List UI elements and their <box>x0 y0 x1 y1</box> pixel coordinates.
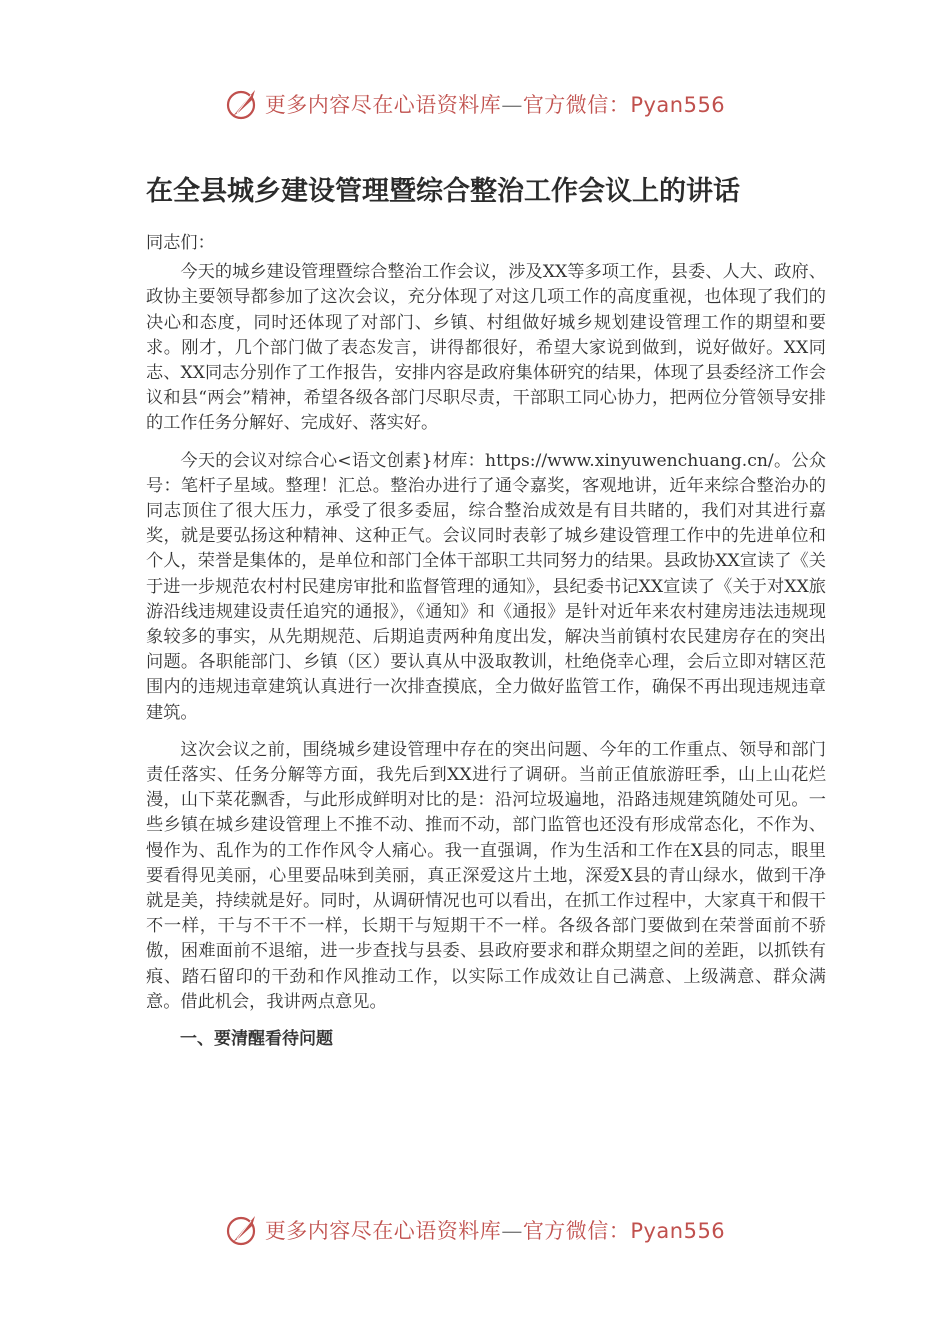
document-title: 在全县城乡建设管理暨综合整治工作会议上的讲话 <box>146 176 740 207</box>
document-body <box>146 231 826 1052</box>
banner-text <box>265 89 725 119</box>
banner-separator: — <box>501 93 523 117</box>
quill-pen-circle-icon <box>225 1212 261 1248</box>
paragraph-3: 这次会议之前，围绕城乡建设管理中存在的突出问题、今年的工作重点、领导和部门责任落实、任务分解等方面，我先后到XX进行了调研。当前正值旅游旺季，山上山花烂漫，山下菜花飘香，与此形成鲜明对比的是：沿河垃圾遍地，沿路违规建筑随处可见。一些乡镇在城乡建设管理上不推不动、推而不动，部门监管也还没有形成常态化，不作为、慢作为、乱作为的工作作风令人痛心。我一直强调，作为生活和工作在X县的同志，眼里要看得见美丽，心里要品味到美丽，真正深爱这片土地，深爱X县的青山绿水，做到干净就是美，持续就是好。同时，从调研情况也可以看出，在抓工作过程中，大家真干和假干不一样，干与不干不一样，长期干与短期干不一样。各级各部门要做到在荣誉面前不骄傲，困难面前不退缩，进一步查找与县委、县政府要求和群众期望之间的差距，以抓铁有痕、踏石留印的干劲和作风推动工作，以实际工作成效让自己满意、上级满意、群众满意。借此机会，我讲两点意见。 <box>146 739 826 1012</box>
paragraph-2: 今天的会议对综合心<语文创素}材库：https://www.xinyuwenchuang.cn/。公众号：笔杆子星域。整理！汇总。整治办进行了通令嘉奖，客观地讲，近年来综合整治办的同志顶住了很大压力，承受了很多委屈，综合整治成效是有目共睹的，我们对其进行嘉奖，就是要弘扬这种精神、这种正气。会议同时表彰了城乡建设管理工作中的先进单位和个人，荣誉是集体的，是单位和部门全体干部职工共同努力的结果。县政协XX宣读了《关于进一步规范农村村民建房审批和监督管理的通知》，县纪委书记XX宣读了《关于对XX旅游沿线违规建设责任追究的通报》，《通知》和《通报》是针对近年来农村建房违法违规现象较多的事实，从先期规范、后期追责两种角度出发，解决当前镇村农民建房存在的突出问题。各职能部门、乡镇（区）要认真从中汲取教训，杜绝侥幸心理，会后立即对辖区范围内的违规违章建筑认真进行一次排查摸底，全力做好监管工作，确保不再出现违规违章建筑。 <box>146 450 826 723</box>
banner-account-label: 官方微信： <box>522 93 631 117</box>
banner-main-text: 更多内容尽在心语资料库 <box>264 1219 502 1243</box>
section-heading: 一、要清醒看待问题 <box>180 1029 333 1050</box>
banner-account-id: Pyan556 <box>630 93 726 117</box>
quill-pen-circle-icon <box>225 86 261 122</box>
header-banner <box>0 84 950 124</box>
salutation: 同志们： <box>146 233 215 253</box>
footer-banner <box>0 1210 950 1250</box>
banner-separator: — <box>501 1219 523 1243</box>
banner-account-id: Pyan556 <box>630 1219 726 1243</box>
paragraph-1: 今天的城乡建设管理暨综合整治工作会议，涉及XX等多项工作，县委、人大、政府、政协主要领导都参加了这次会议，充分体现了对这几项工作的高度重视，也体现了我们的决心和态度，同时还体现了对部门、乡镇、村组做好城乡规划建设管理工作的期望和要求。刚才，几个部门做了表态发言，讲得都很好，希望大家说到做到，说好做好。XX同志、XX同志分别作了工作报告，安排内容是政府集体研究的结果，体现了县委经济工作会议和县“两会”精神，希望各级各部门尽职尽责，干部职工同心协力，把两位分管领导安排的工作任务分解好、完成好、落实好。 <box>146 262 826 434</box>
banner-main-text: 更多内容尽在心语资料库 <box>264 93 502 117</box>
banner-account-label: 官方微信： <box>522 1219 631 1243</box>
banner-text <box>265 1215 725 1245</box>
